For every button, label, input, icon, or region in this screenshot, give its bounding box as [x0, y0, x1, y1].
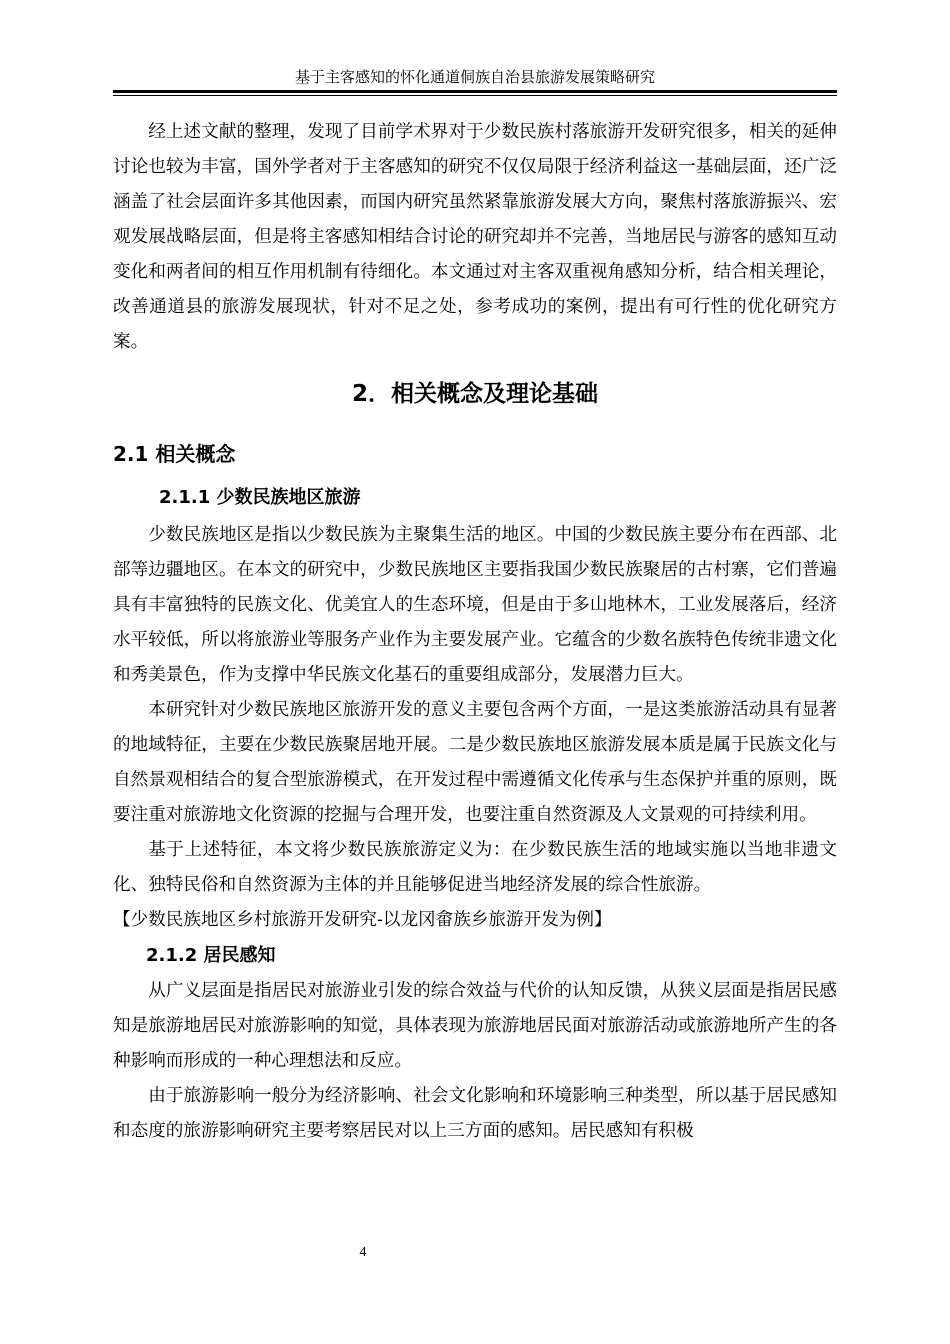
subsection-heading-2-1-2: 2.1.2 居民感知 [146, 945, 276, 966]
paragraph: 从广义层面是指居民对旅游业引发的综合效益与代价的认知反馈，从狭义层面是指居民感知是旅游地居民对旅游影响的知觉，具体表现为旅游地居民面对旅游活动或旅游地所产生的各种影响而形成的一种心理想法和反应。 [113, 981, 837, 1071]
header-rule-thick [113, 90, 837, 93]
paragraph: 由于旅游影响一般分为经济影响、社会文化影响和环境影响三种类型，所以基于居民感知和态度的旅游影响研究主要考察居民对以上三方面的感知。居民感知有积极 [113, 1086, 837, 1141]
page-content [113, 115, 837, 1149]
citation: 【少数民族地区乡村旅游开发研究-以龙冈畲族乡旅游开发为例】 [113, 910, 612, 930]
page-number: 4 [359, 1245, 367, 1260]
paragraph: 本研究针对少数民族地区旅游开发的意义主要包含两个方面，一是这类旅游活动具有显著的地域特征，主要在少数民族聚居地开展。二是少数民族地区旅游发展本质是属于民族文化与自然景观相结合的复合型旅游模式，在开发过程中需遵循文化传承与生态保护并重的原则，既要注重对旅游地文化资源的挖掘与合理开发，也要注重自然资源及人文景观的可持续利用。 [113, 700, 837, 825]
paragraph: 少数民族地区是指以少数民族为主聚集生活的地区。中国的少数民族主要分布在西部、北部等边疆地区。在本文的研究中，少数民族地区主要指我国少数民族聚居的古村寨，它们普遍具有丰富独特的民族文化、优美宜人的生态环境，但是由于多山地林木，工业发展落后，经济水平较低，所以将旅游业等服务产业作为主要发展产业。它蕴含的少数名族特色传统非遗文化和秀美景色，作为支撑中华民族文化基石的重要组成部分，发展潜力巨大。 [113, 525, 837, 685]
chapter-title: 2．相关概念及理论基础 [351, 381, 598, 407]
subsection-heading-2-1-1: 2.1.1 少数民族地区旅游 [159, 487, 361, 508]
section-heading-2-1: 2.1 相关概念 [113, 442, 236, 466]
intro-paragraph: 经上述文献的整理，发现了目前学术界对于少数民族村落旅游开发研究很多，相关的延伸讨论也较为丰富，国外学者对于主客感知的研究不仅仅局限于经济利益这一基础层面，还广泛涵盖了社会层面许多其他因素，而国内研究虽然紧靠旅游发展大方向，聚焦村落旅游振兴、宏观发展战略层面，但是将主客感知相结合讨论的研究却并不完善，当地居民与游客的感知互动变化和两者间的相互作用机制有待细化。本文通过对主客双重视角感知分析，结合相关理论，改善通道县的旅游发展现状，针对不足之处，参考成功的案例，提出有可行性的优化研究方案。 [113, 122, 837, 352]
paragraph: 基于上述特征，本文将少数民族旅游定义为：在少数民族生活的地域实施以当地非遗文化、独特民俗和自然资源为主体的并且能够促进当地经济发展的综合性旅游。 [113, 840, 837, 895]
running-header: 基于主客感知的怀化通道侗族自治县旅游发展策略研究 [294, 68, 655, 86]
header-rule-thin [113, 95, 837, 96]
